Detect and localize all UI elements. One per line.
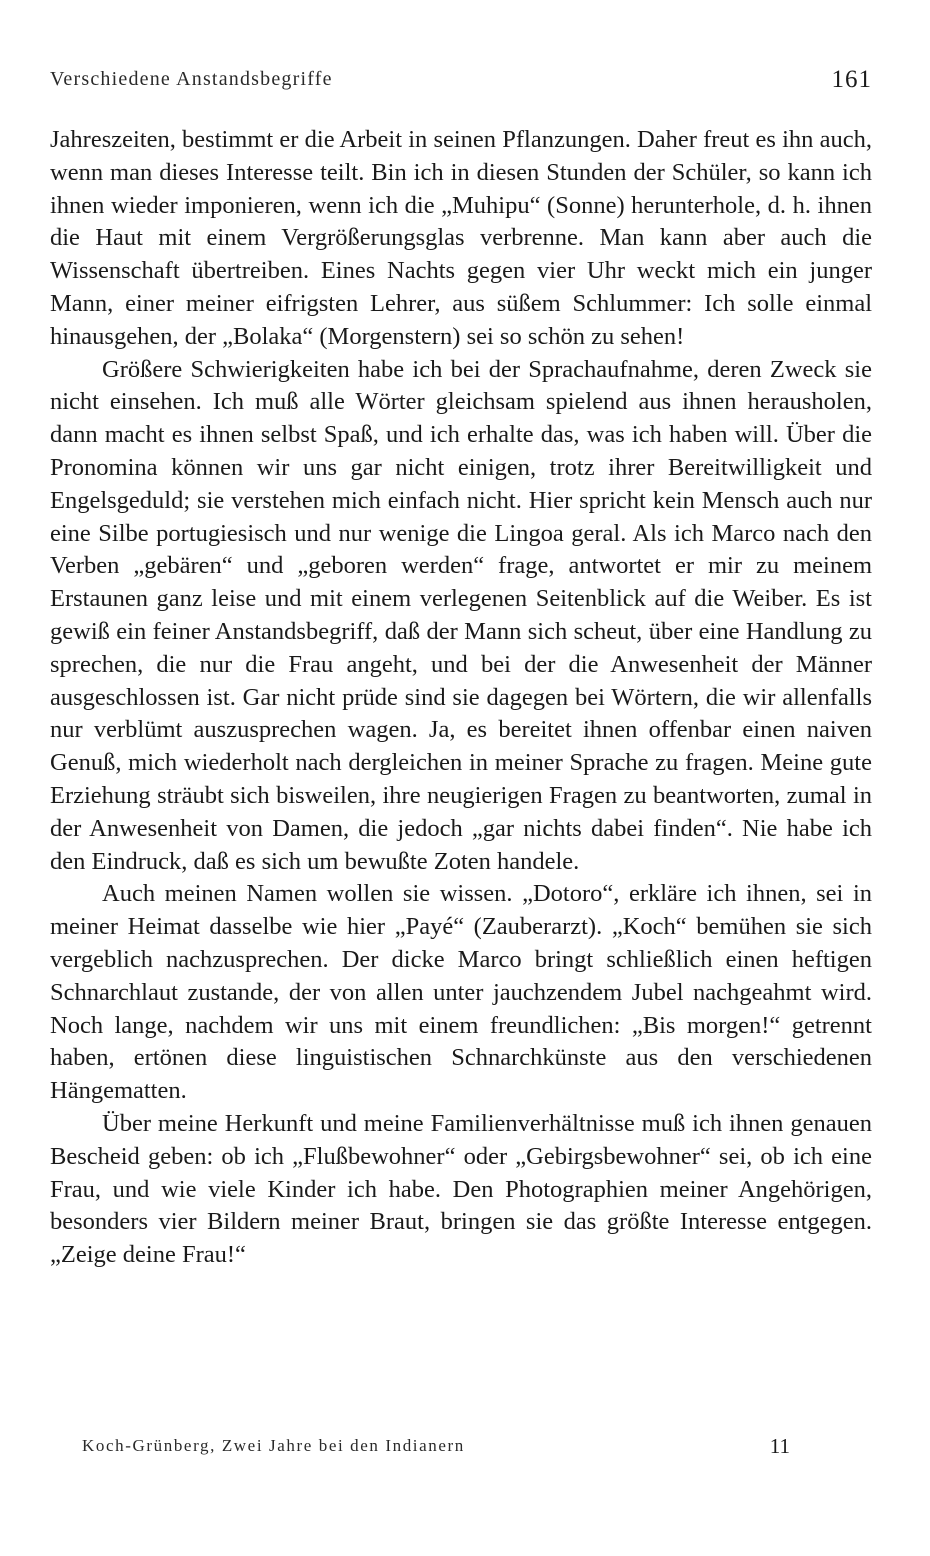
running-head [50,62,872,96]
paragraph-3: Auch meinen Namen wollen sie wissen. „Dotoro“, erkläre ich ihnen, sei in meiner Heimat dasselbe wie hier „Payé“ (Zauberarzt). „Koch“ bemühen sie sich vergeblich nachzusprechen. Der dicke Marco bringt schließlich einen heftigen Schnarchlaut zustande, der von allen unter jauchzendem Jubel nachgeahmt wird. Noch lange, nachdem wir uns mit einem freundlichen: „Bis morgen!“ getrennt haben, ertönen diese linguistischen Schnarchkünste aus den verschiedenen Hängematten. [50,880,872,1105]
signature-mark: 11 [769,1434,790,1458]
body-text [50,124,872,1272]
footer-citation: Koch-Grünberg, Zwei Jahre bei den Indianern [82,1436,465,1455]
page-number: 161 [831,66,872,93]
paragraph-4: Über meine Herkunft und meine Familienverhältnisse muß ich ihnen genauen Bescheid geben: ob ich „Flußbewohner“ oder „Gebirgsbewohner“ sei, ob ich eine Frau, und wie viele Kinder ich habe. Den Photographien meiner Angehörigen, besonders vier Bildern meiner Braut, bringen sie das größte Interesse entgegen. „Zeige deine Frau!“ [50,1109,872,1269]
paragraph-1: Jahreszeiten, bestimmt er die Arbeit in seinen Pflanzungen. Daher freut es ihn auch, wenn man dieses Interesse teilt. Bin ich in diesen Stunden der Schüler, so kann ich ihnen wieder imponieren, wenn ich die „Muhipu“ (Sonne) herunterhole, d. h. ihnen die Haut mit einem Vergrößerungsglas verbrenne. Man kann aber auch die Wissenschaft übertreiben. Eines Nachts gegen vier Uhr weckt mich ein junger Mann, einer meiner eifrigsten Lehrer, aus süßem Schlummer: Ich solle einmal hinausgehen, der „Bolaka“ (Morgenstern) sei so schön zu sehen! [50,126,872,350]
running-title: Verschiedene Anstandsbegriffe [50,68,333,90]
page-footer [82,1436,790,1466]
paragraph-2: Größere Schwierigkeiten habe ich bei der Sprachaufnahme, deren Zweck sie nicht einsehen. Ich muß alle Wörter gleichsam spielend aus ihnen herausholen, dann macht es ihnen selbst Spaß, und ich erhalte das, was ich haben will. Über die Pronomina können wir uns gar nicht einigen, trotz ihrer Bereitwilligkeit und Engelsgeduld; sie verstehen mich einfach nicht. Hier spricht kein Mensch auch nur eine Silbe portugiesisch und nur wenige die Lingoa geral. Als ich Marco nach den Verben „gebären“ und „geboren werden“ frage, antwortet er mir zu meinem Erstaunen ganz leise und mit einem verlegenen Seitenblick auf die Weiber. Es ist gewiß ein feiner Anstandsbegriff, daß der Mann sich scheut, über eine Handlung zu sprechen, die nur die Frau angeht, und bei der die Anwesenheit der Männer ausgeschlossen ist. Gar nicht prüde sind sie dagegen bei Wörtern, die wir allenfalls nur verblümt auszusprechen wagen. Ja, es bereitet ihnen offenbar einen naiven Genuß, mich wiederholt nach dergleichen in meiner Sprache zu fragen. Meine gute Erziehung sträubt sich bisweilen, ihre neugierigen Fragen zu beantworten, zumal in der Anwesenheit von Damen, die jedoch „gar nichts dabei finden“. Nie habe ich den Eindruck, daß es sich um bewußte Zoten handele. [50,355,872,875]
